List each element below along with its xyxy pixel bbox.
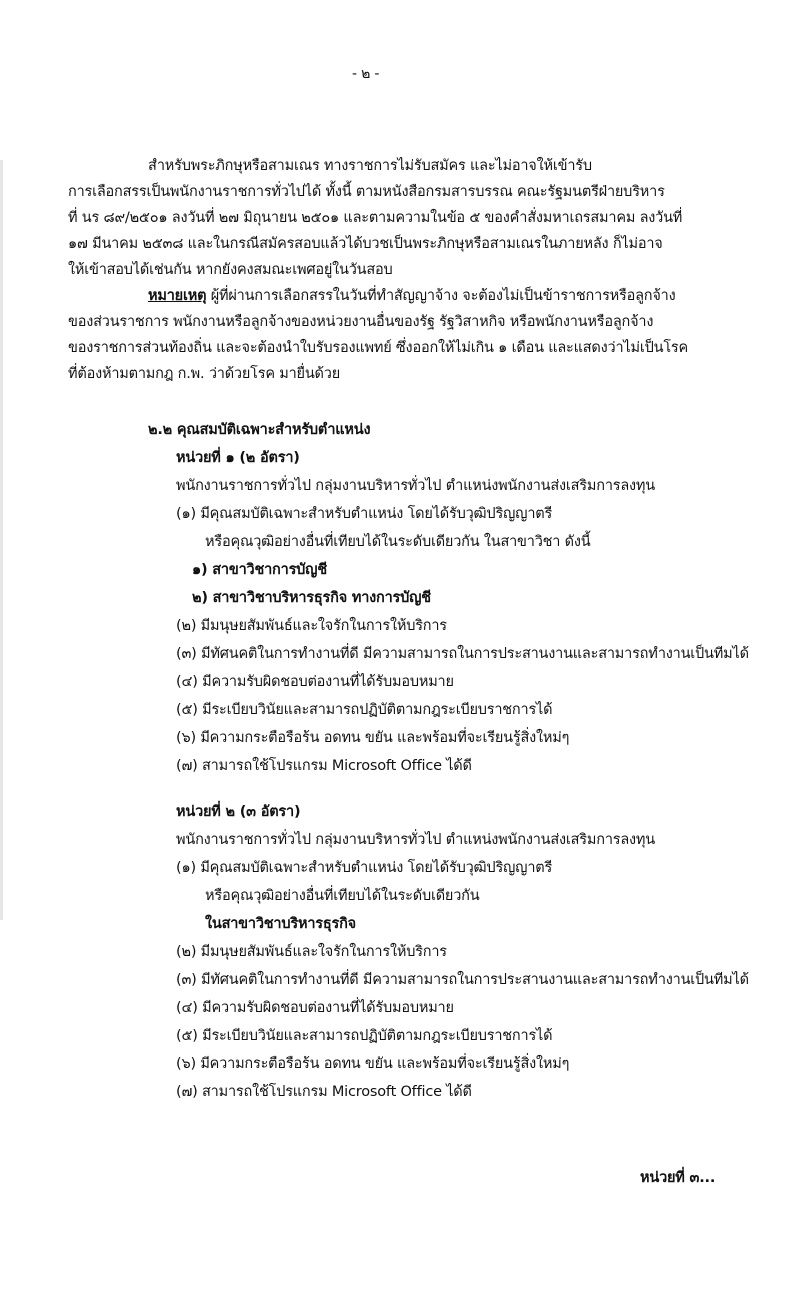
unit1-q1-text: (๑) มีคุณสมบัติเฉพาะสำหรับตำแหน่ง โดยได้รับวุฒิปริญญาตรี xyxy=(176,506,553,522)
unit1-field-1: ๑) สาขาวิชาการบัญชี xyxy=(192,562,327,578)
unit1-item-3: (๓) มีทัศนคติในการทำงานที่ดี มีความสามารถในการประสานงานและสามารถทำงานเป็นทีมได้ xyxy=(176,646,749,662)
unit2-item-2: (๒) มีมนุษยสัมพันธ์และใจรักในการให้บริการ xyxy=(176,944,447,960)
unit2-item-4: (๔) มีความรับผิดชอบต่องานที่ได้รับมอบหมาย xyxy=(176,1000,454,1016)
remark-label: หมายเหตุ xyxy=(148,288,207,304)
unit1-qualification-1 xyxy=(176,502,552,526)
unit2-item-6: (๖) มีความกระตือรือร้น อดทน ขยัน และพร้อมที่จะเรียนรู้สิ่งใหม่ๆ xyxy=(176,1056,570,1072)
unit1-item-2: (๒) มีมนุษยสัมพันธ์และใจรักในการให้บริการ xyxy=(176,618,447,634)
unit1-item-6: (๖) มีความกระตือรือร้น อดทน ขยัน และพร้อมที่จะเรียนรู้สิ่งใหม่ๆ xyxy=(176,730,570,746)
unit2-field: ในสาขาวิชาบริหารธุรกิจ xyxy=(205,916,356,932)
unit1-item-7: (๗) สามารถใช้โปรแกรม Microsoft Office ได้ดี xyxy=(176,758,472,774)
continuation-note: หน่วยที่ ๓... xyxy=(640,1170,716,1186)
unit1-qualification-1-cont: หรือคุณวุฒิอย่างอื่นที่เทียบได้ในระดับเดียวกัน ในสาขาวิชา ดังนี้ xyxy=(205,534,591,550)
unit2-position: พนักงานราชการทั่วไป กลุ่มงานบริหารทั่วไป ตำแหน่งพนักงานส่งเสริมการลงทุน xyxy=(176,832,655,848)
unit1-field-2: ๒) สาขาวิชาบริหารธุรกิจ ทางการบัญชี xyxy=(192,590,431,606)
intro-line-3: ที่ นร ๘๙/๒๕๐๑ ลงวันที่ ๒๗ มิถุนายน ๒๕๐๑ และตามความในข้อ ๕ ของคำสั่งมหาเถรสมาคม ลงวันที่ xyxy=(68,210,683,226)
remark-line-2: ของส่วนราชการ พนักงานหรือลูกจ้างของหน่วยงานอื่นของรัฐ รัฐวิสาหกิจ หรือพนักงานหรือลูกจ้าง xyxy=(68,314,654,330)
intro-line-5: ให้เข้าสอบได้เช่นกัน หากยังคงสมณะเพศอยู่ในวันสอบ xyxy=(68,262,393,278)
unit2-item-3: (๓) มีทัศนคติในการทำงานที่ดี มีความสามารถในการประสานงานและสามารถทำงานเป็นทีมได้ xyxy=(176,972,749,988)
unit1-item-4: (๔) มีความรับผิดชอบต่องานที่ได้รับมอบหมาย xyxy=(176,674,454,690)
unit1-heading: หน่วยที่ ๑ (๒ อัตรา) xyxy=(176,450,300,466)
unit2-qualification-1-cont: หรือคุณวุฒิอย่างอื่นที่เทียบได้ในระดับเดียวกัน xyxy=(205,888,480,904)
unit1-position: พนักงานราชการทั่วไป กลุ่มงานบริหารทั่วไป ตำแหน่งพนักงานส่งเสริมการลงทุน xyxy=(176,478,655,494)
unit2-item-5: (๕) มีระเบียบวินัยและสามารถปฏิบัติตามกฎระเบียบราชการได้ xyxy=(176,1028,553,1044)
page-number: - ๒ - xyxy=(352,66,380,82)
page-edge-shadow xyxy=(0,160,3,920)
remark-line-3: ของราชการส่วนท้องถิ่น และจะต้องนำใบรับรองแพทย์ ซึ่งออกให้ไม่เกิน ๑ เดือน และแสดงว่าไม่เป็นโรค xyxy=(68,340,688,356)
unit2-item-7: (๗) สามารถใช้โปรแกรม Microsoft Office ได้ดี xyxy=(176,1084,472,1100)
section-heading: ๒.๒ คุณสมบัติเฉพาะสำหรับตำแหน่ง xyxy=(148,422,371,438)
unit2-qualification-1: (๑) มีคุณสมบัติเฉพาะสำหรับตำแหน่ง โดยได้รับวุฒิปริญญาตรี xyxy=(176,860,553,876)
unit1-item-5: (๕) มีระเบียบวินัยและสามารถปฏิบัติตามกฎระเบียบราชการได้ xyxy=(176,702,553,718)
intro-line-4: ๑๗ มีนาคม ๒๕๓๘ และในกรณีสมัครสอบแล้วได้บวชเป็นพระภิกษุหรือสามเณรในภายหลัง ก็ไม่อาจ xyxy=(68,236,663,252)
remark-text: ผู้ที่ผ่านการเลือกสรรในวันที่ทำสัญญาจ้าง จะต้องไม่เป็นข้าราชการหรือลูกจ้าง xyxy=(206,288,676,304)
remark-line-1 xyxy=(148,284,676,308)
remark-line-4: ที่ต้องห้ามตามกฎ ก.พ. ว่าด้วยโรค มายื่นด้วย xyxy=(68,366,341,382)
unit2-heading: หน่วยที่ ๒ (๓ อัตรา) xyxy=(176,804,301,820)
intro-line-2: การเลือกสรรเป็นพนักงานราชการทั่วไปได้ ทั้งนี้ ตามหนังสือกรมสารบรรณ คณะรัฐมนตรีฝ่ายบริหาร xyxy=(68,184,665,200)
intro-line-1: สำหรับพระภิกษุหรือสามเณร ทางราชการไม่รับสมัคร และไม่อาจให้เข้ารับ xyxy=(148,158,592,174)
